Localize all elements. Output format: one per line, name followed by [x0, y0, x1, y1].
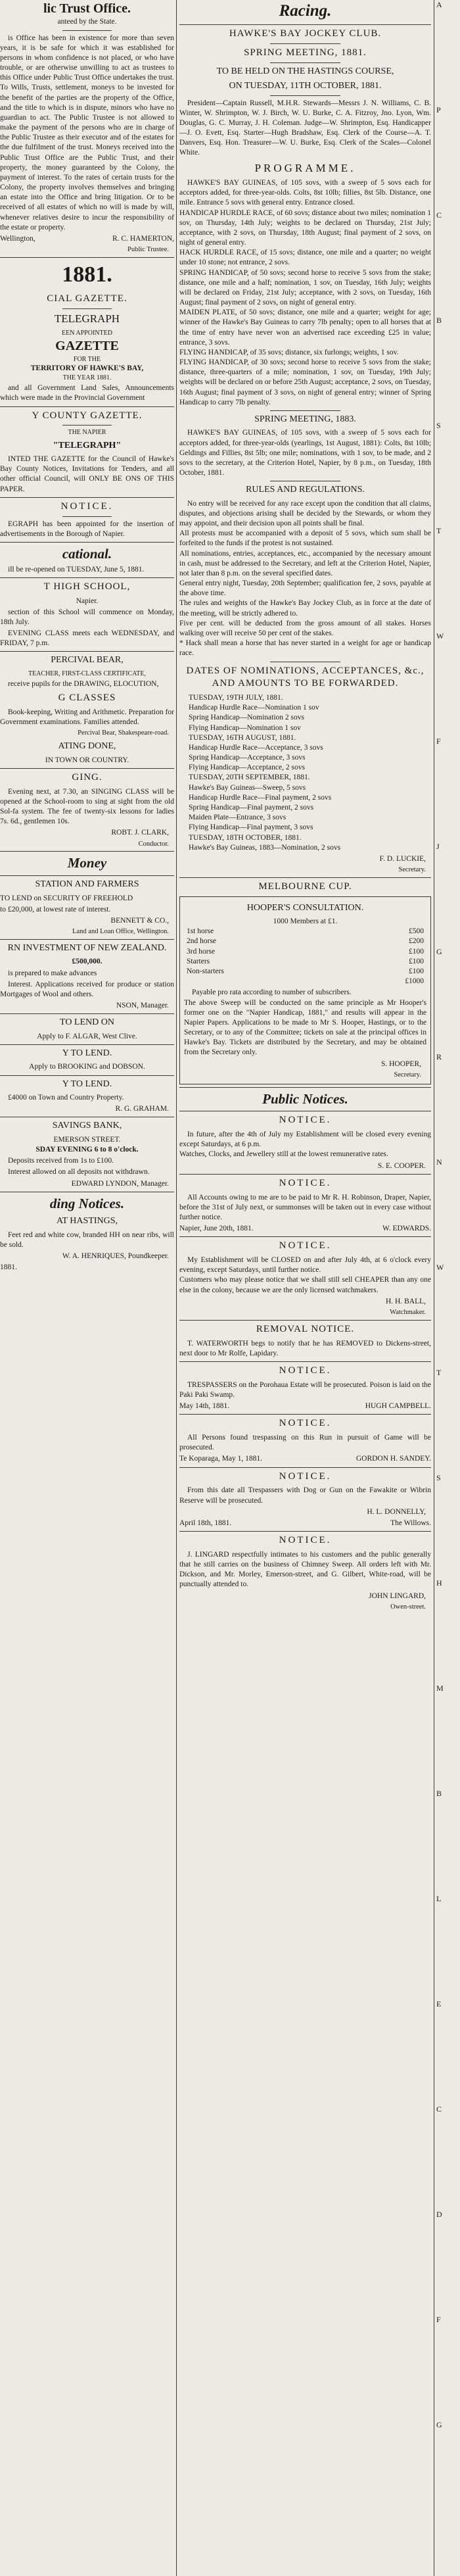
prize-amount: £100 — [409, 947, 424, 956]
right-fragment: R — [436, 1052, 442, 1061]
right-fragment: S — [436, 421, 441, 430]
prize-amount: £1000 — [405, 977, 424, 986]
trust-header: lic Trust Office. — [43, 1, 131, 16]
gazette-title: CIAL GAZETTE. — [47, 293, 127, 304]
prize-label: Starters — [187, 957, 210, 965]
prize-label: 2nd horse — [187, 937, 217, 946]
prize-label: 3rd horse — [187, 947, 216, 956]
right-fragment: G — [436, 947, 442, 956]
public-notices-header: Public Notices. — [262, 1090, 348, 1107]
column-rule — [176, 0, 177, 2576]
prize-row — [184, 947, 426, 957]
right-fragment: T — [436, 526, 442, 535]
right-fragment: B — [436, 1789, 442, 1798]
rules-body: No entry will be received for any race except upon the condition that all claims, disputes, and objections arising shall be decided by the Stewards, or whom they may appoint, and their decision upon all points shall be final. All protests must be accompanied with a deposit of 5 sovs, which sum shall be forfeited to the funds if the protest is not sustained. All nominations, entries, acceptances, etc., accompanied by the necessary amount in cash, must be addressed to the Secretary, and left at the Criterion Hotel, Napier, not later than 8 p.m. on the several specified dates. General entry night, Tuesday, 20th September; qualification fee, 2 sovs, payable at the above time. The rules and weights of the Hawke's Bay Jockey Club, as in force at the date of the meeting, will be strictly adhered to. Five per cent. will be deducted from the gross amount of all stakes. Horses walking over will receive 50 per cent of the stakes. * Hack shall mean a horse that has never started in a weight for age or handicap race. — [179, 499, 431, 658]
right-fragment: C — [436, 2104, 442, 2114]
melbourne-cup-header: MELBOURNE CUP. — [258, 881, 352, 892]
prize-amount: £100 — [409, 957, 424, 965]
hooper-consultation: HOOPER'S CONSULTATION. 1000 Members at £1. 1st horse £500 2nd horse £200 3rd horse £100 Starters £100 Non-starters £100 £1000 Payable pro rata according to number of subscribers. The above Sweep will be conducted on the same principle as Mr Hooper's former one on the "Napier Handicap, 1881," and results will appear in the Napier Papers. Applications to be made to Mr S. Hooper, Hastings, or to the Secretary, or to any of the Committee; tickets on sale at the principal offices in Hawke's Bay. Tickets are distributed by the Secretary, and may be obtained from the Secretary only. S. HOOPER, Secretary. — [179, 896, 431, 1084]
right-column-fragment — [436, 0, 460, 2576]
trust-sign: Wellington, R. C. HAMERTON, — [0, 235, 174, 243]
right-fragment: E — [436, 1999, 442, 2008]
dates-list: TUESDAY, 19TH JULY, 1881. Handicap Hurdle Race—Nomination 1 sov Spring Handicap—Nomination 2 sovs Flying Handicap—Nomination 1 sov TUESDAY, 16TH AUGUST, 1881. Handicap Hurdle Race—Acceptance, 3 sovs Spring Handicap—Acceptance, 3 sovs Flying Handicap—Acceptance, 2 sovs TUESDAY, 20TH SEPTEMBER, 1881. Hawke's Bay Guineas—Sweep, 5 sovs Handicap Hurdle Race—Final payment, 2 sovs Spring Handicap—Final payment, 2 sovs Maiden Plate—Entrance, 3 sovs Flying Handicap—Final payment, 3 sovs TUESDAY, 18TH OCTOBER, 1881. Hawke's Bay Guineas, 1883—Nomination, 2 sovs — [189, 694, 341, 852]
right-fragment: M — [436, 1684, 444, 1693]
prize-label — [184, 977, 339, 986]
prize-row — [184, 936, 426, 946]
programme-body: HAWKE'S BAY GUINEAS, of 105 sovs, with a sweep of 5 sovs each for acceptors added, for three-year-olds. Colts, 8st 10lb; fillies, 8st 5lb. Distance, one mile. Entrance 5 sovs with general entry. Entrance closed. HANDICAP HURDLE RACE, of 60 sovs; distance about two miles; nomination 1 sov, on Thursday, 14th July; weights to be declared on Thursday, 21st July; acceptance, with 2 sovs, on Thursday, 18th August; final payment of 2 sovs, on night of general entry. HACK HURDLE RACE, of 15 sovs; distance, one mile and a quarter; no weight under 10 stone; not entrance, 2 sovs. SPRING HANDICAP, of 50 sovs; second horse to receive 5 sovs from the stake; distance, one mile and a half; nomination, 1 sov, on Tuesday, 16th July; weights will be declared on Friday, 21st July; acceptance, with 2 sovs, on Tuesday, 16th August; final payment of 2 sovs, on night of general entry. MAIDEN PLATE, of 50 sovs; distance, one mile and a quarter; weight for age; winner of the Hawke's Bay Guineas to carry 7lb penalty; open to all horses that at the time of entry have never won an advertised race exceeding £25 in value; entrance, 3 sovs. FLYING HANDICAP, of 35 sovs; distance, six furlongs; weights, 1 sov. FLYING HANDICAP, of 30 sovs; second horse to receive 5 sovs from the stake; distance, three-quarters of a mile; nomination, 1 sov, on Tuesday, 19th July; weights will be declared on or before 25th August; acceptance, 2 sovs, on Tuesday, 16th August; final payment of 3 sovs, on night of general entry; winner of Spring Handicap to carry 7lb penalty. — [179, 179, 431, 406]
right-fragment: W — [436, 1263, 444, 1272]
right-fragment: L — [436, 1894, 442, 1903]
right-fragment: G — [436, 2420, 442, 2429]
prize-amount: £100 — [409, 967, 424, 975]
right-fragment: C — [436, 210, 442, 220]
prize-row — [184, 967, 426, 977]
right-fragment: N — [436, 1157, 442, 1167]
prize-amount: £500 — [409, 927, 424, 936]
officials: President—Captain Russell, M.H.R. Stewards—Messrs J. N. Williams, C. B. Winter, W. Shrimpton, W. J. Birch, W. U. Burke, C. A. Fitzroy, Jno. Lyon, Wm. Douglas, G. C. Murray, J. H. Coleman. Judge—W. Shrimpton, Esq. Handicapper—J. O. Evett, Esq. Starter—Hugh Bradshaw, Esq. Clerk of the Course—A. T. Danvers, Esq. Hon. Treasurer—W. U. Burke, Esq. Clerk of the Scales—Colonel White. — [179, 99, 431, 157]
prize-row — [184, 927, 426, 936]
money-header: Money — [67, 855, 107, 871]
racing-header: Racing. — [279, 2, 332, 20]
trust-body: is Office has been in existence for more than seven years, it is be safe for which it was established for persons in whom confidence is not placed, or who have trouble, or are otherwise unwilling to act as trustees to this Office under Public Trust Office undertakes the trust. To Wills, Trusts, settlement, moneys to be invested for the benefit of the parties are the property of the Office, and the title to which is in dispute, minors who have no guardian to act. The Public Trustee is not allowed to make the payment of the persons who are in charge of the Public Trustee as their executor and of the estates for the due fulfilment of the trust. Moneys received into the Public Trust Office are the Public Trust, and their property, the money guaranteed by the Colony, the payment of interest. To the rates of certain trusts for the Colony, the property involves themselves and bringing an estate into the Office and bring litigation. Or to be received of all estates of which no will is made by will, whenever relatives desire to incur the responsibility of the estate or property. — [0, 34, 174, 231]
bottom-notices-header: ding Notices. — [49, 1195, 125, 1211]
right-fragment: T — [436, 1368, 442, 1377]
prize-row — [184, 977, 426, 986]
prize-label: Non-starters — [187, 967, 224, 975]
left-column: lic Trust Office. anteed by the State. is Office has been in existence for more than seven years, it is be safe for which it was established for persons in whom confidence is not placed, or who have trouble, or are otherwise unwilling to act as trustees to this Office under Public Trust Office undertakes the trust. To Wills, Trusts, settlement, moneys to be invested for the benefit of the parties are the property of the Office, and the title to which is in dispute, minors who have no guardian to act. The Public Trustee is not allowed to make the payment of the persons who are in charge of the Public Trustee as their executor and of the estates for the due fulfilment of the trust. Moneys received into the Public Trust Office are the Public Trust, and their property, the money guaranteed by the Colony, the payment of interest. To the rates of certain trusts for the Colony, the property involves themselves and bringing an estate into the Office and bring litigation. Or to be received of all estates of which no will is made by will, whenever relatives desire to incur the responsibility of the estate or property. Wellington, R. C. HAMERTON, Public Trustee. 1881. CIAL GAZETTE. TELEGRAPH EEN APPOINTED GAZETTE FOR THE TERRITORY OF HAWKE'S BAY, THE YEAR 1881. and all Government Land Sales, Announcements which were made in the Provincial Government Y COUNTY GAZETTE. THE NAPIER "TELEGRAPH" INTED THE GAZETTE for the Council of Hawke's Bay County Notices, Invitations for Tenders, and all other official Council, will ONLY BE ONS OF THIS PAPER. NOTICE. EGRAPH has been appointed for the insertion of advertisements in the Borough of Napier. cational. ill be re-opened on TUESDAY, June 5, 1881. T HIGH SCHOOL, Napier. section of this School will commence on Monday, 18th July. EVENING CLASS meets each WEDNESDAY, and FRIDAY, 7 p.m. PERCIVAL BEAR, TEACHER, FIRST-CLASS CERTIFICATE, receive pupils for the DRAWING, ELOCUTION, G CLASSES Book-keeping, Writing and Arithmetic. Preparation for Government examinations. Families attended. Percival Bear, Shakespeare-road. ATING DONE, IN TOWN OR COUNTRY. GING. Evening next, at 7.30, an SINGING CLASS will be opened at the School-room to sing at sight from the old Sol-fa system. The fee of twenty-six lessons for ladies 7s. 6d., gentlemen 10s. ROBT. J. CLARK, Conductor. Money STATION AND FARMERS TO LEND on SECURITY OF FREEHOLD to £20,000, at lowest rate of interest. BENNETT & CO., Land and Loan Office, Wellington. RN INVESTMENT OF NEW ZEALAND. £500,000. is prepared to make advances Interest. Applications received for produce or station Mortgages of Wool and others. NSON, Manager. TO LEND ON Apply to F. ALGAR, West Clive. Y TO LEND. Apply to BROOKING and DOBSON. Y TO LEND. £4000 on Town and Country Property. R. G. GRAHAM. SAVINGS BANK, EMERSON STREET. SDAY EVENING 6 to 8 o'clock. Deposits received from 1s to £100. Interest allowed on all deposits not withdrawn. EDWARD LYNDON, Manager. ding Notices. AT HASTINGS, Feet red and white cow, branded HH on near ribs, will be sold. W. A. HENRIQUES, Poundkeeper. 1881. — [0, 1, 174, 1272]
right-fragment: W — [436, 631, 444, 641]
right-fragment: F — [436, 2315, 441, 2324]
right-fragment: P — [436, 105, 441, 114]
educational-header: cational. — [62, 545, 112, 562]
right-fragment: D — [436, 2210, 442, 2219]
middle-column: Racing. HAWKE'S BAY JOCKEY CLUB. SPRING MEETING, 1881. TO BE HELD ON THE HASTINGS COURSE, ON TUESDAY, 11TH OCTOBER, 1881. President—Captain Russell, M.H.R. Stewards—Messrs J. N. Williams, C. B. Winter, W. Shrimpton, W. J. Birch, W. U. Burke, C. A. Fitzroy, Jno. Lyon, Wm. Douglas, G. C. Murray, J. H. Coleman. Judge—W. Shrimpton, Esq. Handicapper—J. O. Evett, Esq. Starter—Hugh Bradshaw, Esq. Clerk of the Course—A. T. Danvers, Esq. Hon. Treasurer—W. U. Burke, Esq. Clerk of the Scales—Colonel White. PROGRAMME. HAWKE'S BAY GUINEAS, of 105 sovs, with a sweep of 5 sovs each for acceptors added, for three-year-olds. Colts, 8st 10lb; fillies, 8st 5lb. Distance, one mile. Entrance 5 sovs with general entry. Entrance closed. HANDICAP HURDLE RACE, of 60 sovs; distance about two miles; nomination 1 sov, on Thursday, 14th July; weights to be declared on Thursday, 21st July; acceptance, with 2 sovs, on Thursday, 18th August; final payment of 2 sovs, on night of general entry. HACK HURDLE RACE, of 15 sovs; distance, one mile and a quarter; no weight under 10 stone; not entrance, 2 sovs. SPRING HANDICAP, of 50 sovs; second horse to receive 5 sovs from the stake; distance, one mile and a half; nomination, 1 sov, on Tuesday, 16th July; weights will be declared on Friday, 21st July; acceptance, with 2 sovs, on Tuesday, 16th August; final payment of 2 sovs, on night of general entry. MAIDEN PLATE, of 50 sovs; distance, one mile and a quarter; weight for age; winner of the Hawke's Bay Guineas to carry 7lb penalty; open to all horses that at the time of entry have never won an advertised race exceeding £25 in value; entrance, 3 sovs. FLYING HANDICAP, of 35 sovs; distance, six furlongs; weights, 1 sov. FLYING HANDICAP, of 30 sovs; second horse to receive 5 sovs from the stake; distance, three-quarters of a mile; nomination, 1 sov, on Tuesday, 19th July; weights will be declared on or before 25th August; acceptance, 2 sovs, on Tuesday, 16th August; final payment of 3 sovs, on night of general entry; winner of Spring Handicap to carry 7lb penalty. SPRING MEETING, 1883. HAWKE'S BAY GUINEAS, of 105 sovs, with a sweep of 5 sovs each for acceptors added, for three-year-olds (yearlings, 1st August, 1881): Colts, 8st 10lb; Geldings and Fillies, 8st 5lb; one mile; nominations, with 1 sov, to be made, and 2 sovs to the secretary, at the Criterion Hotel, Napier, by 8 p.m., on Tuesday, 18th October, 1881. RULES AND REGULATIONS. No entry will be received for any race except upon the condition that all claims, disputes, and objections arising shall be decided by the Stewards, or whom they may appoint, and their decision upon all points shall be final. All protests must be accompanied with a deposit of 5 sovs, which sum shall be forfeited to the funds if the protest is not sustained. All nominations, entries, acceptances, etc., accompanied by the necessary amount in cash, must be addressed to the Secretary, and left at the Criterion Hotel, Napier, not later than 8 p.m. on the several specified dates. General entry night, Tuesday, 20th September; qualification fee, 2 sovs, payable at the above time. The rules and weights of the Hawke's Bay Jockey Club, as in force at the date of the meeting, will be strictly adhered to. Five per cent. will be deducted from the gross amount of all stakes. Horses walking over will receive 50 per cent of the stakes. * Hack shall mean a horse that has never started in a weight for age or handicap race. DATES OF NOMINATIONS, ACCEPTANCES, &c., AND AMOUNTS TO BE FORWARDED. TUESDAY, 19TH JULY, 1881. Handicap Hurdle Race—Nomination 1 sov Spring Handicap—Nomination 2 sovs Flying Handicap—Nomination 1 sov TUESDAY, 16TH AUGUST, 1881. Handicap Hurdle Race—Acceptance, 3 sovs Spring Handicap—Acceptance, 3 sovs Flying Handicap—Acceptance, 2 sovs TUESDAY, 20TH SEPTEMBER, 1881. Hawke's Bay Guineas—Sweep, 5 sovs Handicap Hurdle Race—Final payment, 2 sovs Spring Handicap—Final payment, 2 sovs Maiden Plate—Entrance, 3 sovs Flying Handicap—Final payment, 3 sovs TUESDAY, 18TH OCTOBER, 1881. Hawke's Bay Guineas, 1883—Nomination, 2 sovs F. D. LUCKIE, Secretary. MELBOURNE CUP. HOOPER'S CONSULTATION. 1000 Members at £1. 1st horse £500 2nd horse £200 3rd horse £100 Starters £100 Non-starters £100 £1000 Payable pro rata according to number of subscribers. The above Sweep will be conducted on the same principle as Mr Hooper's former one on the "Napier Handicap, 1881," and results will appear in the Napier Papers. Applications to be made to Mr S. Hooper, Hastings, or to the Secretary, or to any of the Committee; tickets on sale at the principal offices in Hawke's Bay. Tickets are distributed by the Secretary, and may be obtained from the Secretary only. S. HOOPER, Secretary. Public Notices. NOTICE. In future, after the 4th of July my Establishment will be closed every evening except Saturdays, at 6 p.m. Watches, Clocks, and Jewellery still at the lowest remunerative rates. S. E. COOPER. NOTICE. All Accounts owing to me are to be paid to Mr R. H. Robinson, Draper, Napier, before the 31st of July next, or summonses will be taken out in every case without further notice. Napier, June 20th, 1881. W. EDWARDS. NOTICE. My Establishment will be CLOSED on and after July 4th, at 6 o'clock every evening, except Saturdays, until further notice. Customers who may please notice that we shall still sell CHEAPER than any one else in the colony, because we are the only licensed watchmakers. H. H. BALL, Watchmaker. REMOVAL NOTICE. T. WATERWORTH begs to notify that he has REMOVED to Dickens-street, next door to Mr Rolfe, Lapidary. NOTICE. TRESPASSERS on the Porohaua Estate will be prosecuted. Poison is laid on the Paki Paki Swamp. May 14th, 1881. HUGH CAMPBELL. NOTICE. All Persons found trespassing on this Run in pursuit of Game will be prosecuted. Te Koparaga, May 1, 1881. GORDON H. SANDEY. NOTICE. From this date all Trespassers with Dog or Gun on the Fawakite or Wibrin Reserve will be prosecuted. H. L. DONNELLY, April 18th, 1881. The Willows. NOTICE. J. LINGARD respectfully intimates to his customers and the public generally that he still carries on the business of Chimney Sweep. All orders left with Mr. Dickson, and Mr. Morley, Emerson-street, and G. Gilbert, White-road, will be punctually attended to. JOHN LINGARD, Owen-street. — [179, 0, 431, 2576]
right-fragment: H — [436, 1578, 442, 1588]
right-fragment: S — [436, 1473, 441, 1482]
prize-row — [184, 957, 426, 967]
right-fragment: B — [436, 316, 442, 325]
prize-table — [184, 927, 426, 986]
club-name: HAWKE'S BAY JOCKEY CLUB. — [229, 28, 382, 39]
prize-amount: £200 — [409, 937, 424, 946]
trust-sub: anteed by the State. — [57, 18, 117, 26]
right-fragment: J — [436, 842, 440, 851]
gazette-year: 1881. — [62, 262, 112, 287]
right-fragment: A — [436, 0, 442, 9]
right-fragment: F — [436, 737, 441, 746]
prize-label: 1st horse — [187, 927, 214, 936]
county-gazette-header: Y COUNTY GAZETTE. — [32, 410, 143, 421]
